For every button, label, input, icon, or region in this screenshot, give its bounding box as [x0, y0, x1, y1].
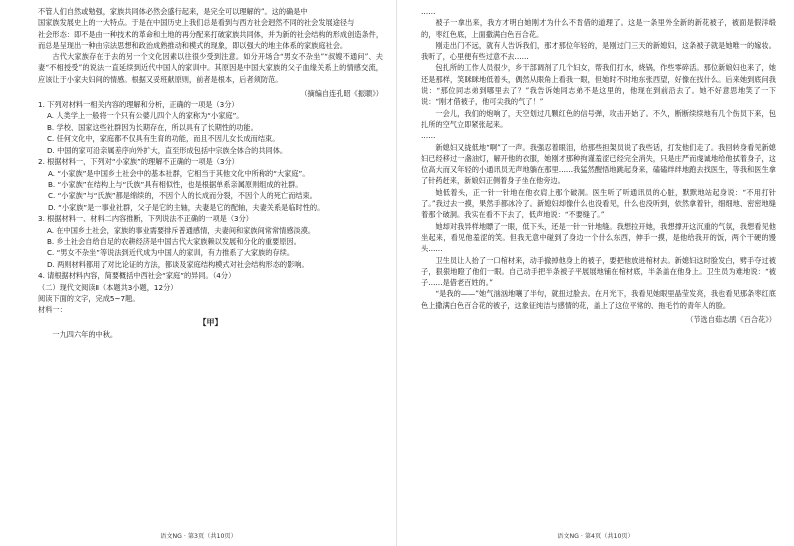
option-d: D. 两则材料都用了对比论证的方法，都谈及家庭结构模式对社会结构形态的影响。	[47, 259, 309, 269]
question-3	[38, 213, 383, 270]
question-stem: 1. 下列对材料一相关内容的理解和分析，正确的一项是（3分）	[38, 100, 239, 110]
option-a: A. 在中国乡土社会，家族的事业需要排斥普通感情，夫妻间和家族间常常情感淡漠。	[47, 225, 316, 235]
option-a: A. 人类学上一般将一个只有公婆儿四个人的家称为“小家庭”。	[47, 111, 244, 121]
story-paragraph: 新媳妇又拢低地“啊”了一声。我强忍着眼泪，给那些担架员说了我些话，打发他们走了。我回转身看见新媳妇已经移过一盏油灯，解开他的衣服，她刚才那种拘谨羞涩已经完全消失，只是庄严而虔诚地给他拭着身子，这位高大而又年轻的小通讯员无声地躺在那里……我猛然醒悟地跳起身来，磕磕绊绊地跑去找医生，等我和医生拿了针药赶来，新娘妇正侧着身子坐在他旁边。	[421, 142, 776, 186]
question-1	[38, 99, 383, 156]
page-footer: 语文NG · 第3页（共10页）	[160, 533, 237, 540]
question-stem: 2. 根据材料一，下列对“小家族”的理解不正确的一项是（3分）	[38, 157, 239, 167]
passage-marker: 【甲】	[198, 317, 223, 327]
section-heading: （二）现代文阅读Ⅱ（本题共3小题，12分）	[38, 282, 178, 292]
option-d: D. 中国的家可沿亲属差序向外扩大，直至形成包括中宗族全体合的共同体。	[47, 145, 288, 155]
story-paragraph: 刚走出门不远，就有人告诉我们，那才那位年轻的，是刚过门三天的新媳妇，这条被子就是她唯一的嫁妆。我听了，心里便有些过意不去……	[421, 40, 776, 62]
intro-line: 不管人们自然或勉强，家族共同体必然会盛行起来，是完全可以理解的”。这的确是中	[38, 7, 308, 16]
story-paragraph: 一会儿，我们的炮响了，天空划过几颗红色的信号弹，攻击开始了。不久，断断续续地有几个伤员下来，包扎所的空气立即紧张起来。	[421, 108, 776, 129]
reading-instruction: 阅读下面的文字，完成5~7题。	[38, 293, 140, 303]
option-c: C. “男女不杂坐”等说法到近代成为中国人的家训，有力推系了大家族的存续。	[47, 248, 295, 258]
story-paragraph: 被子一拿出来，我方才明白她刚才为什么不肯借的道理了。这是一条里外全新的新花被子，被面是假洋缎的，枣红色底，上面撒满白色百合花。	[421, 18, 776, 39]
option-b: B. 乡土社会自给自足的农耕经济是中国古代大家族赖以发展和分化的重要原因。	[47, 236, 301, 246]
right-page	[397, 0, 794, 546]
story-paragraph: 她却对我异样地瞟了一眼，低下头，还是一针一针地缝。我想拉开她，我想撑开这沉重的气氛，我想看见他坐起来，看见他羞涩的笑。但我无意中碰到了身边一个什么东西，伸手一摸，是他给我开的饭，两个干硬的馒头……	[421, 221, 776, 254]
page-footer: 语文NG · 第4页（共10页）	[557, 533, 634, 540]
passage-first-line: 一九四六年的中秋。	[52, 329, 118, 339]
question-stem: 3. 根据材料一、材料二内容推断，下列说法不正确的一项是（3分）	[38, 214, 253, 224]
option-c: C. 任何文化中，家庭都不仅具有生育的功能，而且不因儿女长成而结束。	[47, 134, 280, 144]
option-c: C. “小家族”与“氏族”都是绵续的，不因个人的长成而分裂，不因个人的死亡而结束。	[48, 191, 317, 201]
source-citation: （摘编自连孔昭《振聩》）	[300, 89, 383, 99]
passage-paragraph: 古代大家族存在于去的另一个文化因素以往很少受到注意。如分开场合“男女不杂坐”“叔嫂不通问”、夫妻“不相授受”的说法一直延续到近代中国人的家训中。其原因是中国大家族的父子血缘关系上的情感交流，应该让于小家夫妇间的情感。根据又妥班献原则，前者是根本，后者须防范。	[38, 52, 383, 84]
story-paragraph: “是我的——”她气汹汹地嚷了半句，就扭过脸去。在月光下，我看见她眼里晶莹发亮，我也看见那条枣红底色上撒满白色百合花的被子，这象征纯洁与感情的花，盖上了这位平常的、拖毛竹的青年人的脸。	[421, 289, 776, 310]
story-paragraph: 卫生员让人抬了一口棺材来，动手撤掉他身上的被子，要把他放进棺材去。新媳妇这时脸发白，劈手夺过被子，狠狠地瞪了他们一眼。自己动手把半条被子平展展地铺在棺材底，半条盖在他身上。卫生员为难地说：“被子……是借老百姓的。”	[421, 255, 776, 288]
ellipsis: ……	[421, 131, 436, 141]
source-citation: （节选自茹志鹃《百合花》）	[686, 315, 776, 325]
question-2	[38, 156, 383, 213]
story-paragraph: 她低着头，正一针一针地在他衣肩上那个破洞。医生听了听通讯员的心脏，默默地站起身说：“不用打针了。”我过去一摸，果然手都冰冷了。新媳妇却像什么也没看见，什么也没听到，依然拿着针，细细地、密密地缝着那个破洞。我实在看不下去了，低声地说：“不要缝了。”	[421, 187, 776, 220]
ellipsis: ……	[421, 7, 436, 16]
option-b: B. 学校、国家这些社群因为长期存在，所以具有了长期性的功能。	[47, 122, 258, 132]
material-label: 材料一：	[38, 305, 67, 315]
intro-line: 社会形态：即不是由一种技术的革命和土地的再分配来打破家族共同体，并为新的社会结构的形成创造条件，	[38, 29, 384, 39]
option-d: D. “小家族”是一事业社群，父子是它的主轴，夫妻是它的配轴，夫妻关系是临时性的。	[48, 202, 325, 212]
intro-passage	[38, 6, 383, 51]
story-paragraph: 包扎所的工作人员很少，乡干部调剂了几个妇女，帮我们打水，烧锅，作些零碎活。那位新娘妇也来了，她还是那样，笑眯眯地低着头，偶然从眼角上看我一眼，但她时不时地东张西望，好像在找什么。后来她到底问我说：“那位同志弟到哪里去了？”我告诉她同志弟不是这里的，他现在到前沿去了。她不好意思地笑了一下说：“刚才借被子，他可尖我的气了！”	[421, 63, 776, 107]
intro-line: 国家族发展史上的一大特点。于是在中国历史上我们总是看到与西方社会迥然不同的社会发展途径与	[38, 18, 355, 28]
question-4: 4. 请根据材料内容，简要概括中西社会“家庭”的异同。（4分）	[38, 271, 236, 281]
option-a: A. “小家族”是中国乡土社会中的基本社群，它相当于其他文化中所称的“大家庭”。	[48, 168, 310, 178]
intro-line: 而总是呈现出一种由宗法思想和政治成熟推动和模式的现象，即以强大的地主体系的家族庭社会。	[38, 40, 348, 50]
option-b: B. “小家族”在结构上与“氏族”具有相似性，也是根据单系亲属原则组成的社群。	[48, 179, 303, 189]
